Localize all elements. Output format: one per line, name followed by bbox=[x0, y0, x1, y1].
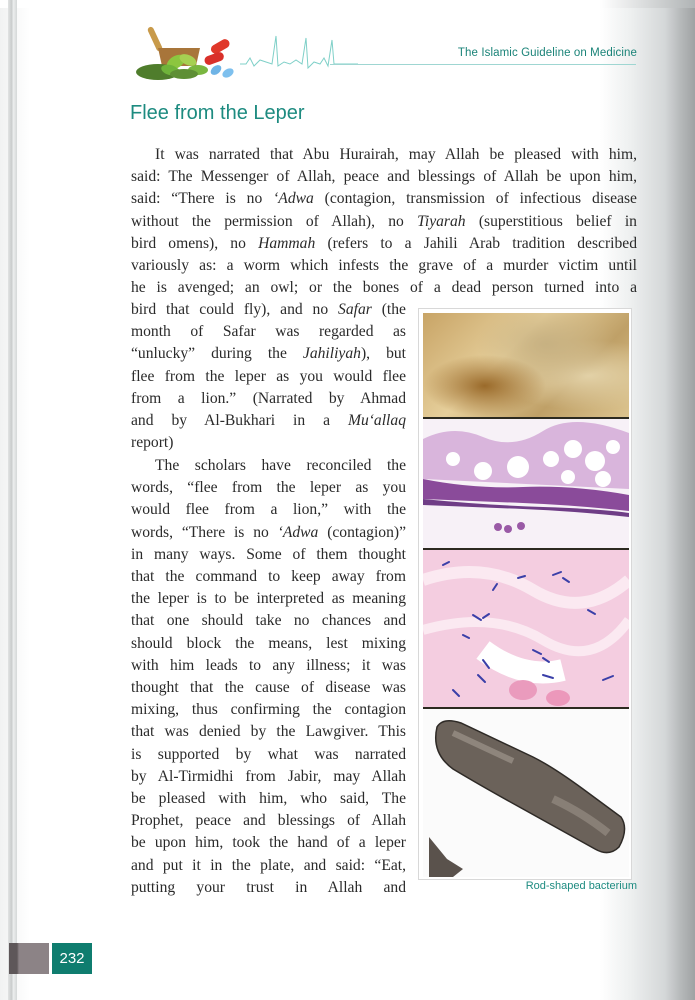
text-line: Prophet, peace and blessings of Allah bbox=[131, 812, 406, 830]
text-line: month of Safar was regarded as bbox=[131, 323, 406, 341]
paragraph-1-column bbox=[131, 299, 406, 454]
text-line: mixing, thus confirming the contagion bbox=[131, 701, 406, 719]
text-line: that one should take no chances and bbox=[131, 612, 406, 630]
text-line: from a lion.” (Narrated by Ahmad bbox=[131, 389, 406, 407]
book-spine-edge bbox=[8, 0, 17, 1000]
text-line: would flee from a lion,” with the bbox=[131, 501, 406, 519]
text-line: report) bbox=[131, 434, 174, 452]
text-line: that was denied by the Lawgiver. This bbox=[131, 723, 406, 741]
text-line: is supported by what was narrated bbox=[131, 745, 406, 763]
text-line: It was narrated that Abu Hurairah, may Allah be pleased with him, bbox=[155, 146, 637, 163]
text-line: he is avenged; an owl; or the bones of a dead person turned into a bbox=[131, 279, 637, 297]
text-line: bird omens), no Hammah (refers to a Jahili Arab tradition described bbox=[131, 234, 638, 252]
text-line: and by Al-Bukhari in a Mu‘allaq bbox=[131, 412, 406, 430]
page-top-edge bbox=[0, 0, 695, 8]
text-line: words, “flee from the leper as you bbox=[131, 479, 406, 497]
text-line: “unlucky” during the Jahiliyah), but bbox=[131, 345, 406, 363]
text-line: with him leads to any illness; it was bbox=[131, 656, 406, 674]
paragraph-2 bbox=[131, 455, 406, 899]
histology-section-purple bbox=[423, 419, 629, 548]
text-line: the leper is to be interpreted as meaning bbox=[131, 590, 406, 608]
text-line: putting your trust in Allah and bbox=[131, 878, 406, 896]
folio-tab-grey bbox=[9, 943, 49, 974]
figure-caption: Rod-shaped bacterium bbox=[525, 880, 637, 892]
text-line: flee from the leper as you would flee bbox=[131, 367, 406, 385]
text-line: variously as: a worm which infests the grave of a murder victim until bbox=[131, 257, 637, 275]
figure-bacterium-images bbox=[418, 308, 632, 880]
text-line: be pleased with him, who said, The bbox=[131, 790, 406, 808]
page-number: 232 bbox=[52, 943, 92, 974]
text-line: thought that the cause of disease was bbox=[131, 679, 406, 697]
text-line: words, “There is no ‘Adwa (contagion)” bbox=[131, 523, 406, 541]
text-line: said: The Messenger of Allah, peace and blessings of Allah be upon him, bbox=[131, 168, 637, 186]
gross-specimen-photo bbox=[423, 313, 629, 417]
text-line: and put it in the plate, and said: “Eat, bbox=[131, 856, 406, 874]
text-line: in many ways. Some of them thought bbox=[131, 545, 406, 563]
section-title: Flee from the Leper bbox=[130, 102, 305, 124]
text-line: by Al-Tirmidhi from Jabir, may Allah bbox=[131, 767, 406, 785]
stained-bacilli-pink bbox=[423, 550, 629, 707]
paragraph-1-full bbox=[131, 144, 637, 299]
text-line: The scholars have reconciled the bbox=[155, 457, 406, 474]
text-line: bird that could fly), and no Safar (the bbox=[131, 301, 406, 318]
text-line: without the permission of Allah), no Tiyarah (superstitious belief in bbox=[131, 212, 637, 230]
mortar-pestle-herbs-pills-heartbeat-icon bbox=[128, 22, 358, 84]
header-rule bbox=[330, 64, 636, 65]
text-line: be upon him, took the hand of a leper bbox=[131, 834, 406, 852]
text-line: should block the means, lest mixing bbox=[131, 634, 406, 652]
text-line: said: “There is no ‘Adwa (contagion, transmission of infectious disease bbox=[131, 190, 637, 208]
text-line: that the command to keep away from bbox=[131, 568, 406, 586]
running-header-title: The Islamic Guideline on Medicine bbox=[457, 47, 637, 59]
electron-micrograph-rod bbox=[423, 709, 629, 877]
